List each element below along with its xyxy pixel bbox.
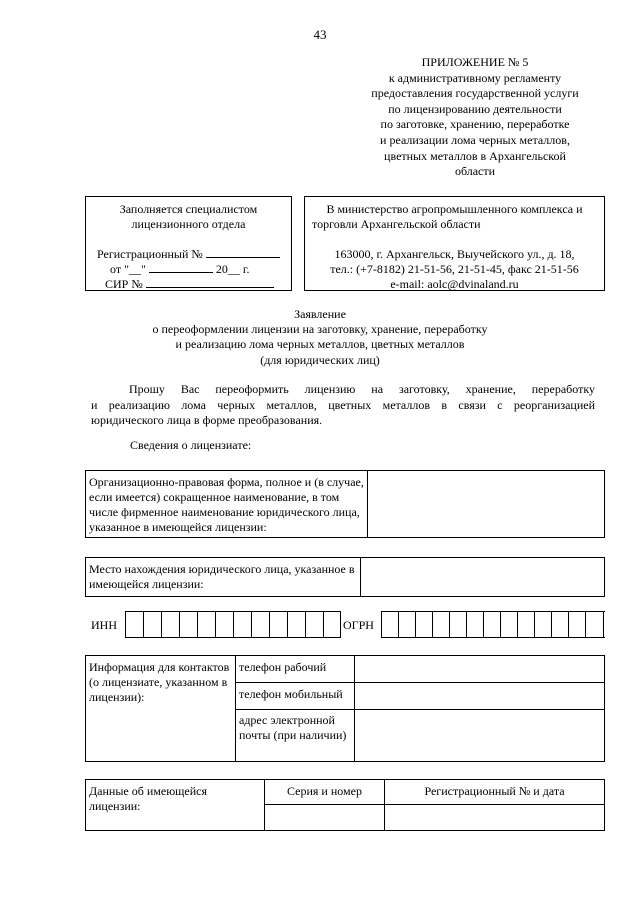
- inn-cell[interactable]: [306, 612, 324, 637]
- heading-line: и реализацию лома черных металлов, цветных металлов: [175, 337, 465, 352]
- series-header: Серия и номер: [265, 780, 385, 805]
- appendix-line: по лицензированию деятельности: [388, 101, 562, 116]
- inn-cell[interactable]: [198, 612, 216, 637]
- org-form-table: [85, 470, 605, 538]
- ogrn-cell[interactable]: [450, 612, 467, 637]
- appendix-line: предоставления государственной услуги: [371, 86, 579, 101]
- ogrn-cell[interactable]: [586, 612, 604, 637]
- work-phone-label: телефон рабочий: [236, 656, 355, 683]
- mobile-phone-field[interactable]: [355, 683, 605, 710]
- ministry-box: [304, 196, 605, 291]
- ogrn-cell[interactable]: [535, 612, 552, 637]
- ogrn-cell[interactable]: [501, 612, 518, 637]
- heading-title: Заявление: [294, 307, 346, 321]
- ogrn-cell[interactable]: [467, 612, 484, 637]
- inn-cells[interactable]: [125, 611, 341, 638]
- paragraph-line: Прошу Вас переоформить лицензию на заготовку, хранение, переработку: [129, 382, 595, 396]
- paragraph-line: юридического лица в форме преобразования.: [91, 413, 323, 428]
- series-field[interactable]: [265, 805, 385, 831]
- date-year-label: 20__ г.: [215, 262, 250, 276]
- appendix-line: области: [454, 164, 496, 179]
- date-field[interactable]: [149, 272, 213, 273]
- paragraph-line: и реализацию лома черных металлов, цветных металлов в связи с реорганизацией: [91, 397, 595, 412]
- location-field[interactable]: [361, 558, 605, 597]
- appendix-line: к административному регламенту: [388, 70, 562, 85]
- licensee-info-label: Сведения о лицензиате:: [130, 438, 252, 452]
- ogrn-cell[interactable]: [552, 612, 569, 637]
- inn-cell[interactable]: [252, 612, 270, 637]
- inn-cell[interactable]: [270, 612, 288, 637]
- ogrn-cell[interactable]: [518, 612, 535, 637]
- appendix-line: цветных металлов в Архангельской: [384, 148, 566, 163]
- license-label: Данные об имеющейся лицензии:: [86, 780, 265, 831]
- ogrn-cell[interactable]: [399, 612, 416, 637]
- sir-field[interactable]: [146, 287, 274, 288]
- ministry-line: торговли Архангельской области: [312, 217, 481, 231]
- appendix-title: ПРИЛОЖЕНИЕ № 5: [421, 55, 529, 69]
- inn-cell[interactable]: [162, 612, 180, 637]
- ministry-phones: тел.: (+7-8182) 21-51-56, 21-51-45, факс 21-51-56: [330, 262, 579, 276]
- inn-cell[interactable]: [180, 612, 198, 637]
- appendix-header: [350, 55, 600, 180]
- reg-date-header: Регистрационный № и дата: [385, 780, 605, 805]
- license-table: [85, 779, 605, 831]
- ogrn-cells[interactable]: [381, 611, 605, 638]
- inn-cell[interactable]: [288, 612, 306, 637]
- reg-number-label: Регистрационный №: [97, 247, 203, 261]
- ogrn-cell[interactable]: [484, 612, 501, 637]
- ogrn-cell[interactable]: [433, 612, 450, 637]
- ogrn-cell[interactable]: [569, 612, 586, 637]
- appendix-line: и реализации лома черных металлов,: [380, 132, 570, 147]
- reg-date-field[interactable]: [385, 805, 605, 831]
- document-heading: [150, 307, 490, 368]
- date-from-label: от "__": [110, 262, 146, 276]
- org-form-field[interactable]: [368, 471, 605, 538]
- specialist-box: [85, 196, 292, 291]
- inn-cell[interactable]: [144, 612, 162, 637]
- contacts-label: Информация для контактов (о лицензиате, указанном в лицензии):: [86, 656, 236, 762]
- reg-number-field[interactable]: [206, 257, 280, 258]
- inn-cell[interactable]: [126, 612, 144, 637]
- inn-cell[interactable]: [324, 612, 341, 637]
- inn-label: ИНН: [91, 618, 117, 632]
- heading-line: о переоформлении лицензии на заготовку, хранение, переработку: [152, 322, 488, 337]
- email-label: адрес электронной почты (при наличии): [236, 710, 355, 762]
- ogrn-cell[interactable]: [416, 612, 433, 637]
- mobile-phone-label: телефон мобильный: [236, 683, 355, 710]
- contacts-table: [85, 655, 605, 762]
- work-phone-field[interactable]: [355, 656, 605, 683]
- org-form-label: Организационно-правовая форма, полное и (в случае, если имеется) сокращенное наименование, в том числе фирменное наименование юридического лица, указанное в имеющейся лицензии:: [86, 471, 368, 538]
- ogrn-label: ОГРН: [343, 618, 374, 632]
- specialist-box-title: Заполняется специалистом: [119, 202, 258, 216]
- specialist-box-title: лицензионного отдела: [131, 217, 246, 231]
- request-paragraph: [91, 382, 595, 429]
- location-label: Место нахождения юридического лица, указанное в имеющейся лицензии:: [86, 558, 361, 597]
- ministry-email: e-mail: aolc@dvinaland.ru: [390, 277, 519, 291]
- ministry-line: В министерство агропромышленного комплекса и: [326, 202, 583, 216]
- inn-cell[interactable]: [216, 612, 234, 637]
- inn-cell[interactable]: [234, 612, 252, 637]
- ministry-address: 163000, г. Архангельск, Выучейского ул., д. 18,: [334, 247, 575, 261]
- sir-label: СИР №: [105, 277, 143, 291]
- page-number: 43: [313, 27, 327, 42]
- location-table: [85, 557, 605, 597]
- email-field[interactable]: [355, 710, 605, 762]
- heading-line: (для юридических лиц): [260, 352, 380, 367]
- ogrn-cell[interactable]: [382, 612, 399, 637]
- appendix-line: по заготовке, хранению, переработке: [380, 117, 570, 132]
